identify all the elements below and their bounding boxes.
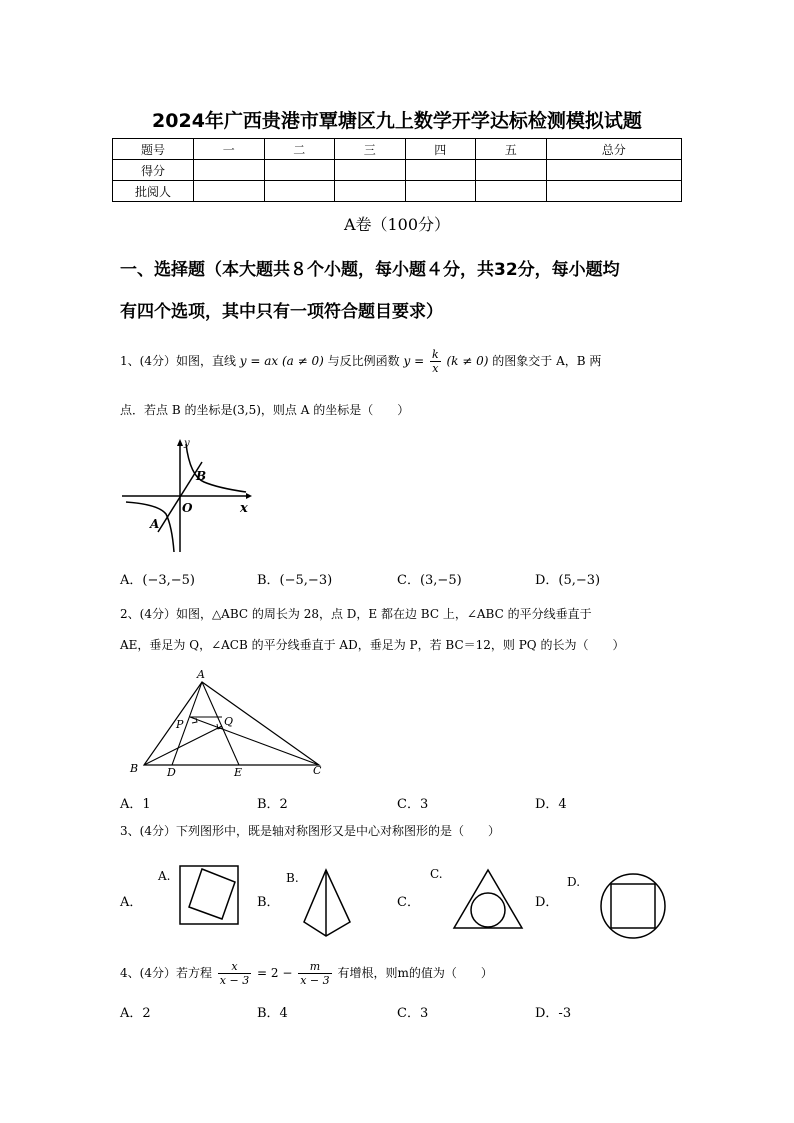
score-cell <box>194 160 265 181</box>
score-cell <box>194 181 265 202</box>
q4-option-c[interactable]: C．3 <box>397 1006 429 1021</box>
q2-label-d: D <box>167 766 176 778</box>
q4-option-d[interactable]: D．-3 <box>535 1006 572 1021</box>
question-4-line1 <box>120 960 493 987</box>
score-row-label: 批阅人 <box>113 181 194 202</box>
q1-fraction <box>430 348 441 375</box>
q3-triangle <box>454 870 522 928</box>
score-cell <box>335 181 406 202</box>
score-cell <box>546 160 682 181</box>
q2-bisector-c <box>190 717 319 765</box>
score-table-row <box>113 181 682 202</box>
q2-label-p: P <box>176 718 184 731</box>
q2-option-c[interactable]: C．3 <box>397 797 429 812</box>
score-header-cell: 四 <box>405 139 476 160</box>
q3-figure-a <box>152 862 244 932</box>
q2-option-b[interactable]: B．2 <box>257 797 288 812</box>
q3-option-a[interactable]: A． <box>120 895 143 910</box>
q1-option-c[interactable]: C．(3,−5) <box>397 573 462 588</box>
q3-figure-d-label: D. <box>567 875 581 889</box>
q4-frac2-num: m <box>298 960 331 974</box>
q1-func-cond: (k ≠ 0) <box>446 354 489 368</box>
q1-mid: 与反比例函数 <box>327 354 400 368</box>
score-table-row <box>113 160 682 181</box>
q2-label-c: C <box>313 764 322 777</box>
section-heading-line2: 有四个选项，其中只有一项符合题目要求） <box>120 302 443 322</box>
score-cell <box>264 160 335 181</box>
q1-y-arrow <box>177 439 183 446</box>
q1-y-label: y <box>184 438 190 449</box>
paper-section-label: A卷（100分） <box>343 215 451 234</box>
q4-frac2-den: x − 3 <box>300 974 330 987</box>
q1-x-arrow <box>246 493 252 499</box>
score-header-cell: 一 <box>194 139 265 160</box>
score-cell <box>335 160 406 181</box>
score-cell <box>264 181 335 202</box>
q4-mid: = 2 − <box>257 966 293 980</box>
q3-figure-b-label: B. <box>286 871 299 885</box>
q2-option-d[interactable]: D．4 <box>535 797 567 812</box>
q3-option-d[interactable]: D． <box>535 895 559 910</box>
q4-frac1-den: x − 3 <box>219 974 250 987</box>
q4-fraction-2 <box>298 960 331 987</box>
question-2-line2: AE，垂足为 Q，∠ACB 的平分线垂直于 AD，垂足为 P，若 BC＝12，则 PQ 的长为（ ） <box>120 638 625 652</box>
q3-figure-c-label: C. <box>430 867 443 881</box>
question-1-line2: 点．若点 B 的坐标是(3,5)，则点 A 的坐标是（ ） <box>120 403 410 417</box>
q1-x-label: x <box>240 501 248 516</box>
q1-option-a[interactable]: A．(−3,−5) <box>120 573 195 588</box>
q3-figure-c <box>428 866 524 932</box>
q1-point-b-label: B <box>196 469 207 483</box>
question-3-line1: 3、(4分）下列图形中，既是轴对称图形又是中心对称图形的是（ ） <box>120 824 500 838</box>
q3-kite <box>304 870 350 936</box>
q4-fraction-1 <box>218 960 251 987</box>
q1-point-a-label: A <box>150 517 160 531</box>
score-cell <box>405 160 476 181</box>
q4-option-b[interactable]: B．4 <box>257 1006 288 1021</box>
q3-figure-d <box>565 872 677 940</box>
q1-frac-den: x <box>432 362 439 375</box>
q4-frac1-num: x <box>218 960 251 974</box>
score-table-header-row <box>113 139 682 160</box>
q4-option-a[interactable]: A．2 <box>120 1006 151 1021</box>
q1-frac-num: k <box>431 348 439 361</box>
score-header-cell: 五 <box>476 139 547 160</box>
score-header-cell: 二 <box>264 139 335 160</box>
q1-prefix: 1、(4分）如图，直线 <box>120 354 236 368</box>
q1-origin-label: O <box>182 501 193 515</box>
q1-option-d[interactable]: D．(5,−3) <box>535 573 601 588</box>
q1-line-equation: y = ax (a ≠ 0) <box>239 354 324 368</box>
q2-label-a: A <box>197 668 205 681</box>
q3-option-c[interactable]: C． <box>397 895 420 910</box>
q2-label-e: E <box>234 766 243 778</box>
q1-func-lhs: y = <box>403 354 425 368</box>
q1-hyperbola-right <box>186 444 246 492</box>
score-cell <box>546 181 682 202</box>
score-header-cell: 总分 <box>546 139 682 160</box>
q3-figure-b <box>284 866 368 942</box>
q1-option-b[interactable]: B．(−5,−3) <box>257 573 333 588</box>
q2-label-q: Q <box>224 715 234 728</box>
q3-figure-a-label: A. <box>158 869 171 883</box>
q2-triangle-figure <box>126 666 336 778</box>
section-heading-line1: 一、选择题（本大题共８个小题，每小题４分，共32分，每小题均 <box>120 260 620 280</box>
question-2-line1: 2、(4分）如图，△ABC 的周长为 28，点 D，E 都在边 BC 上，∠ABC 的平分线垂直于 <box>120 607 592 621</box>
q2-option-a[interactable]: A．1 <box>120 797 151 812</box>
score-header-cell: 题号 <box>113 139 194 160</box>
q4-prefix: 4、(4分）若方程 <box>120 966 212 980</box>
score-table <box>112 138 682 202</box>
q2-bisector-b <box>144 726 222 765</box>
q4-suffix: 有增根，则m的值为（ ） <box>337 966 493 980</box>
score-cell <box>476 160 547 181</box>
score-row-label: 得分 <box>113 160 194 181</box>
question-1-line1 <box>120 348 601 375</box>
page-title: 2024年广西贵港市覃塘区九上数学开学达标检测模拟试题 <box>152 110 642 132</box>
q3-inscribed-circle <box>471 893 505 927</box>
score-cell <box>405 181 476 202</box>
q2-label-b: B <box>130 762 139 775</box>
q1-suffix: 的图象交于 A，B 两 <box>492 354 602 368</box>
score-cell <box>476 181 547 202</box>
q3-inscribed-square <box>611 884 655 928</box>
q1-graph <box>118 436 258 556</box>
q3-option-b[interactable]: B． <box>257 895 280 910</box>
q3-outer-square <box>180 866 238 924</box>
q3-rotated-square <box>189 869 235 919</box>
score-header-cell: 三 <box>335 139 406 160</box>
